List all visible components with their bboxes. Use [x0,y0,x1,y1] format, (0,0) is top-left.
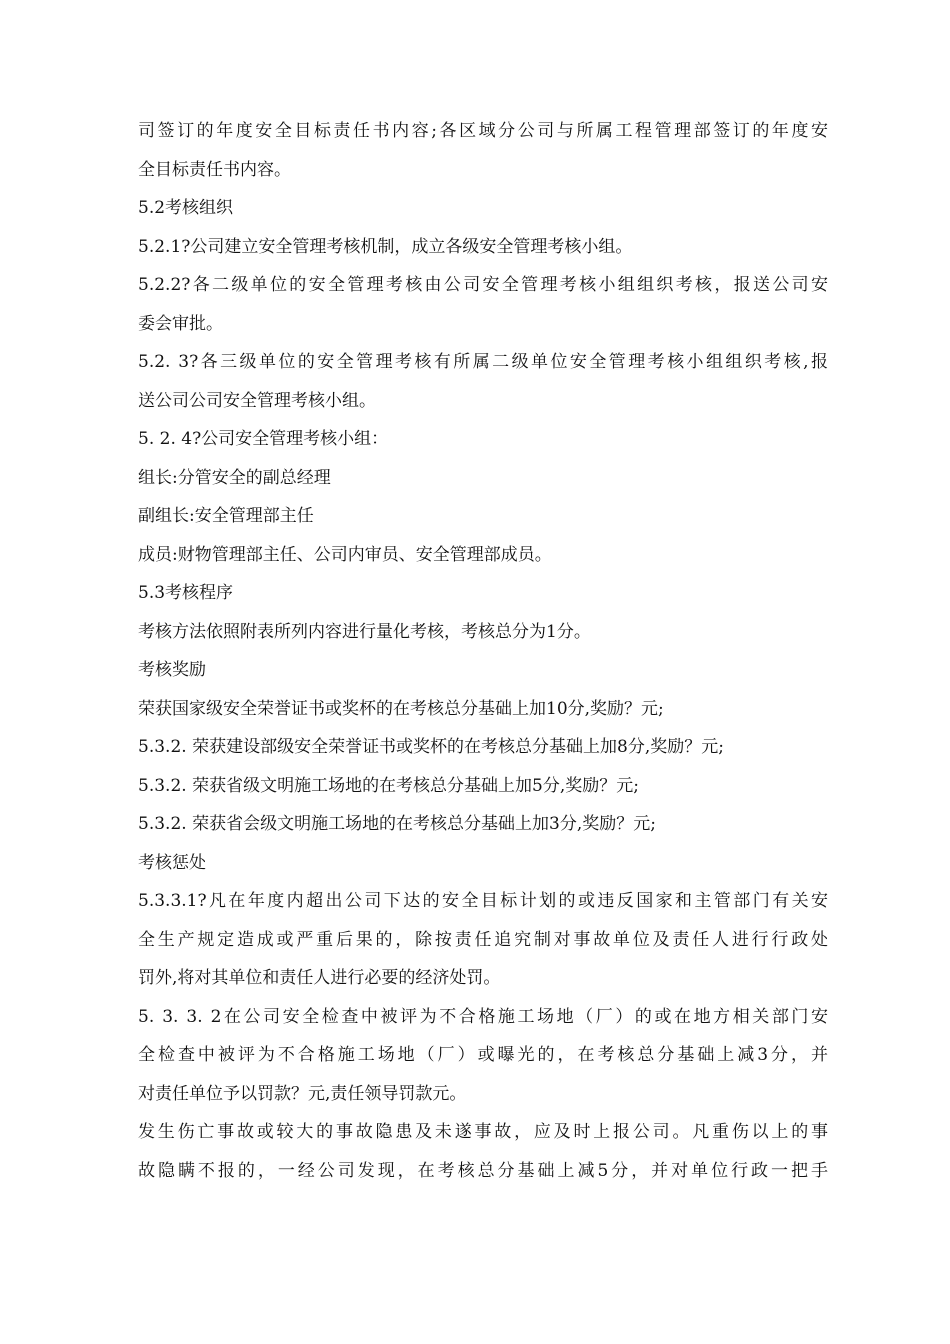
text-line: 5.3.2. 荣获建设部级安全荣誉证书或奖杯的在考核总分基础上加8分,奖励？元; [138,737,725,757]
text-line: 司签订的年度安全目标责任书内容;各区域分公司与所属工程管理部签订的年度安 [138,121,828,141]
text-line: 发生伤亡事故或较大的事故隐患及未遂事故，应及时上报公司。凡重伤以上的事 [138,1122,828,1142]
text-line: 组长:分管安全的副总经理 [138,467,331,488]
text-line: 全检查中被评为不合格施工场地（厂）或曝光的，在考核总分基础上减3分，并 [138,1045,828,1065]
text-line: 5.2.1?公司建立安全管理考核机制，成立各级安全管理考核小组。 [138,236,633,257]
document-body [138,112,828,1190]
text-line: 5.3.3.1?凡在年度内超出公司下达的安全目标计划的或违反国家和主管部门有关安 [138,891,828,911]
text-line: 全生产规定造成或严重后果的，除按责任追究制对事故单位及责任人进行行政处 [138,929,828,950]
text-line: 5.2. 3?各三级单位的安全管理考核有所属二级单位安全管理考核小组组织考核,报 [138,352,828,372]
section-heading: 考核奖励 [138,660,206,680]
text-line: 副组长:安全管理部主任 [138,506,314,526]
text-line: 罚外,将对其单位和责任人进行必要的经济处罚。 [138,968,501,988]
text-line: 5. 3. 3. 2在公司安全检查中被评为不合格施工场地（厂）的或在地方相关部门安 [138,1006,828,1027]
text-line: 全目标责任书内容。 [138,159,291,180]
text-line: 5.3.2. 荣获省会级文明施工场地的在考核总分基础上加3分,奖励？元; [138,814,657,834]
section-heading: 考核惩处 [138,852,206,873]
text-line: 5. 2. 4?公司安全管理考核小组： [138,429,389,449]
text-line: 对责任单位予以罚款？元,责任领导罚款元。 [138,1083,467,1104]
text-line: 委会审批。 [138,313,223,334]
text-line: 考核方法依照附表所列内容进行量化考核，考核总分为1分。 [138,621,591,642]
text-line: 成员:财物管理部主任、公司内审员、安全管理部成员。 [138,544,552,565]
section-heading: 5.3考核程序 [138,583,234,603]
text-line: 5.2.2?各二级单位的安全管理考核由公司安全管理考核小组组织考核，报送公司安 [138,275,828,295]
text-line: 故隐瞒不报的，一经公司发现，在考核总分基础上减5分，并对单位行政一把手 [138,1160,828,1181]
section-heading: 5.2考核组织 [138,198,234,218]
text-line: 送公司公司安全管理考核小组。 [138,390,376,411]
text-line: 5.3.2. 荣获省级文明施工场地的在考核总分基础上加5分,奖励？元; [138,775,640,796]
text-line: 荣获国家级安全荣誉证书或奖杯的在考核总分基础上加10分,奖励？元; [138,698,664,719]
